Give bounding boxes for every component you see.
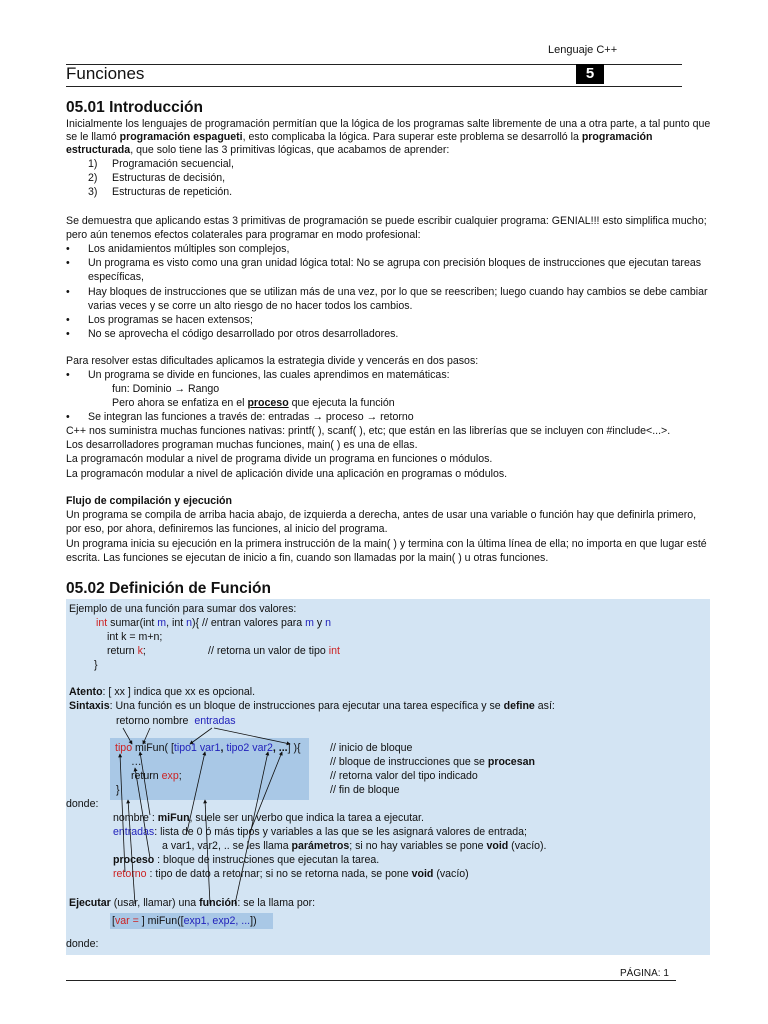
demo-line-2: pero aún tenemos efectos colaterales para programar en modo profesional: <box>66 229 421 241</box>
flow-line: Un programa se compila de arriba hacia abajo, de izquierda a derecha, antes de usar una variable o función hay que definirla primero, <box>66 509 697 521</box>
syntax-line-4: } <box>116 784 120 796</box>
term-proceso: proceso <box>247 397 289 409</box>
code-return-k: k <box>137 645 143 657</box>
modular-line-2: La programacón modular a nivel de aplicación divide una aplicación en programas o módulos. <box>66 468 508 480</box>
syntax-exp: exp <box>161 770 179 782</box>
flow-line: escrita. Las funciones se ejecutan de inicio a fin, cuando son llamadas por la main( ) u otras funciones. <box>66 552 549 564</box>
item-text: Programación secuencial, <box>112 158 234 170</box>
strategy-line: Para resolver estas dificultades aplicamos la estrategia divide y vencerás en dos pasos: <box>66 355 479 367</box>
def-cont-e: (vacío). <box>508 840 547 852</box>
section-heading-intro: 05.01 Introducción <box>66 99 203 116</box>
syntax-return: return <box>131 770 162 782</box>
term-spaghetti: programación espagueti <box>119 131 243 143</box>
problem-text: No se aprovecha el código desarrollado por otros desarrolladores. <box>88 328 399 340</box>
item-text: Estructuras de decisión, <box>112 172 226 184</box>
atento-text: : [ xx ] indica que xx es opcional. <box>102 686 256 698</box>
code-line-4: } <box>94 659 98 671</box>
flow-line: por eso, por ahora, definiremos las funciones, al inicio del programa. <box>66 523 388 535</box>
arrow-nombre <box>143 728 150 744</box>
def-entradas-label: entradas <box>113 826 155 838</box>
bullet: • <box>66 411 70 423</box>
arrow-retorno <box>123 728 132 744</box>
item-number: 1) <box>88 158 98 170</box>
code-comment-y: y <box>313 617 326 629</box>
def-retorno-vacio: (vacío) <box>433 868 469 880</box>
def-retorno-text: : tipo de dato a retornar; si no se retorna nada, se pone <box>146 868 412 880</box>
syntax-comment-1: // inicio de bloque <box>330 742 413 754</box>
problem-text: Hay bloques de instrucciones que se utilizan más de una vez, por lo que se reescriben; luego cuando hay cambios se debe cambiar <box>88 286 708 298</box>
syntax-dots: , ... <box>272 742 288 754</box>
ejecutar-funcion: función <box>199 897 238 909</box>
bullet: • <box>66 257 70 269</box>
arrow-entradas-def-2 <box>250 752 282 832</box>
syntax-tipo: tipo <box>115 742 133 754</box>
problem-cont: específicas, <box>88 271 144 283</box>
demo-line-1: Se demuestra que aplicando estas 3 primitivas de programación se puede escribir cualquier programa: GENIAL!!! esto simplifica mucho; <box>66 215 707 227</box>
problem-text: Un programa es visto como una gran unidad lógica total: No se agrupa con precisión bloques de instrucciones que ejecutan tareas <box>88 257 702 269</box>
subject-label: Lenguaje C++ <box>548 44 618 56</box>
label-retorno-nombre: retorno nombre <box>116 715 189 727</box>
call-mifun: miFun([ <box>144 915 184 927</box>
flow-line: Un programa inicia su ejecución en la primera instrucción de la main( ) y termina con la última línea de ella; no importa en que lugar esté <box>66 538 707 550</box>
def-cont-parametros: parámetros <box>291 840 350 852</box>
def-nombre-mifun: miFun <box>157 812 190 824</box>
code-param-m: m <box>157 617 167 629</box>
syntax-tipo2: tipo2 <box>226 742 250 754</box>
item-number: 3) <box>88 186 98 198</box>
intro-text-3b: , que solo tiene las 3 primitivas lógicas, que acabamos de aprender: <box>130 144 450 156</box>
def-nombre-label: nombre <box>113 812 149 824</box>
problem-cont: varias veces y se corre un alto riesgo de no hacer todos los cambios. <box>88 300 413 312</box>
call-exps: exp1, exp2, ... <box>183 915 251 927</box>
syntax-semicolon: ; <box>178 770 182 782</box>
syntax-mifun: miFun( <box>132 742 171 754</box>
syntax-brace-open: ){ <box>290 742 301 754</box>
example-title: Ejemplo de una función para sumar dos valores: <box>69 603 297 615</box>
call-close: ]) <box>250 915 257 927</box>
code-line-2: int k = m+n; <box>107 631 163 643</box>
sintaxis-text-a: : Una función es un bloque de instrucciones para ejecutar una tarea específica y se <box>109 700 504 712</box>
ejecutar-text-end: : se la llama por: <box>237 897 316 909</box>
def-proceso-text: : bloque de instrucciones que ejecutan la tarea. <box>154 854 380 866</box>
step-1-text: Un programa se divide en funciones, las cuales aprendimos en matemáticas: <box>88 369 450 381</box>
flow-heading: Flujo de compilación y ejecución <box>66 495 233 507</box>
arrow-retorno-def <box>120 754 125 872</box>
syntax-comment-2-procesan: procesan <box>487 756 535 768</box>
item-text: Estructuras de repetición. <box>112 186 233 198</box>
donde-label-2: donde: <box>66 938 99 950</box>
arrow-ejecutar-3 <box>235 752 268 904</box>
code-param-n: n <box>186 617 193 629</box>
bullet: • <box>66 328 70 340</box>
syntax-var1: var1 <box>196 742 221 754</box>
def-cont-c: ; si no hay variables se pone <box>349 840 487 852</box>
def-retorno-label: retorno <box>113 868 147 880</box>
donde-label-1: donde: <box>66 798 99 810</box>
sintaxis-label: Sintaxis <box>69 700 110 712</box>
syntax-tipo1: tipo1 <box>173 742 197 754</box>
page-number: PÁGINA: 1 <box>620 968 669 979</box>
syntax-bracket: [ <box>170 742 174 754</box>
def-nombre-text: , suele ser un verbo que indica la tarea a ejecutar. <box>189 812 424 824</box>
code-comment-3-int: int <box>328 645 340 657</box>
arrow-entradas-1 <box>190 728 212 744</box>
syntax-comment-3: // retorna valor del tipo indicado <box>330 770 478 782</box>
arrow-ejecutar-1 <box>128 800 135 904</box>
bullet: • <box>66 314 70 326</box>
bullet: • <box>66 243 70 255</box>
sintaxis-define: define <box>503 700 535 712</box>
problem-text: Los programas se hacen extensos; <box>88 314 253 326</box>
arrow-entradas-2 <box>214 728 290 744</box>
emph-text-c: que ejecuta la función <box>288 397 395 409</box>
arrow-proceso-def <box>135 768 150 858</box>
modular-line-1: La programacón modular a nivel de programa divide un programa en funciones o módulos. <box>66 453 493 465</box>
ejecutar-label: Ejecutar <box>69 897 111 909</box>
code-comment-m: m <box>305 617 314 629</box>
item-number: 2) <box>88 172 98 184</box>
chapter-title: Funciones <box>66 64 145 83</box>
syntax-comment-2-text: // bloque de instrucciones que se <box>330 756 488 768</box>
code-comment-3-text: // retorna un valor de tipo <box>208 645 329 657</box>
code-sep: , int <box>166 617 187 629</box>
bullet: • <box>66 369 70 381</box>
def-cont-void: void <box>486 840 509 852</box>
def-retorno-void: void <box>411 868 434 880</box>
call-bracket-close: ] <box>141 915 145 927</box>
def-nombre-colon: : <box>148 812 158 824</box>
syntax-var2: var2 <box>249 742 273 754</box>
call-var: var = <box>114 915 142 927</box>
code-fn-open: sumar(int <box>107 617 158 629</box>
term-programacion: programación <box>581 131 653 143</box>
chapter-number: 5 <box>585 65 595 82</box>
code-type-int: int <box>96 617 108 629</box>
syntax-bracket-close: ] <box>287 742 291 754</box>
code-comment-n: n <box>325 617 332 629</box>
code-return: return <box>107 645 138 657</box>
code-semicolon: ; <box>142 645 146 657</box>
call-bracket-open: [ <box>112 915 115 927</box>
step-2-text: Se integran las funciones a través de: entradas → proceso → retorno <box>88 411 414 423</box>
atento-label: Atento <box>69 686 103 698</box>
footer-rule <box>66 980 676 981</box>
intro-text-2c: , esto complicaba la lógica. Para superar este problema se desarrolló la <box>242 131 582 143</box>
syntax-comma: , <box>220 742 227 754</box>
term-estructurada: estructurada <box>66 144 131 156</box>
def-entradas-text: : lista de 0 ó más tipos y variables a las que se les asignará valores de entrada; <box>154 826 527 838</box>
arrow-entradas-def-1 <box>187 752 205 832</box>
def-proceso-label: proceso <box>113 854 155 866</box>
problem-text: Los anidamientos múltiples son complejos, <box>88 243 290 255</box>
syntax-comment-4: // fin de bloque <box>330 784 400 796</box>
ejecutar-text: (usar, llamar) una <box>110 897 200 909</box>
label-entradas: entradas <box>194 715 236 727</box>
section-heading-definition: 05.02 Definición de Función <box>66 580 271 597</box>
emph-text-a: Pero ahora se enfatiza en el <box>112 397 248 409</box>
intro-text-1: Inicialmente los lenguajes de programación permitían que la lógica de los programas salte libremente de una a otra parte, a tal punto que <box>66 118 711 130</box>
dev-line: Los desarrolladores programan muchas funciones, main( ) es una de ellas. <box>66 439 418 451</box>
bullet: • <box>66 286 70 298</box>
sintaxis-text-c: así: <box>534 700 555 712</box>
syntax-line-2: … <box>131 756 142 768</box>
cpp-line: C++ nos suministra muchas funciones nativas: printf( ), scanf( ), etc; que están en las librerías que se incluyen con #include<...>. <box>66 425 671 437</box>
def-cont-a: a var1, var2, .. se les llama <box>162 840 292 852</box>
intro-text-2a: se le llamó <box>66 131 120 143</box>
code-close: ){ <box>192 617 200 629</box>
arrow-ejecutar-2 <box>205 800 210 904</box>
code-comment-1: // entran valores para <box>199 617 306 629</box>
step-1-fun: fun: Dominio → Rango <box>112 383 220 395</box>
